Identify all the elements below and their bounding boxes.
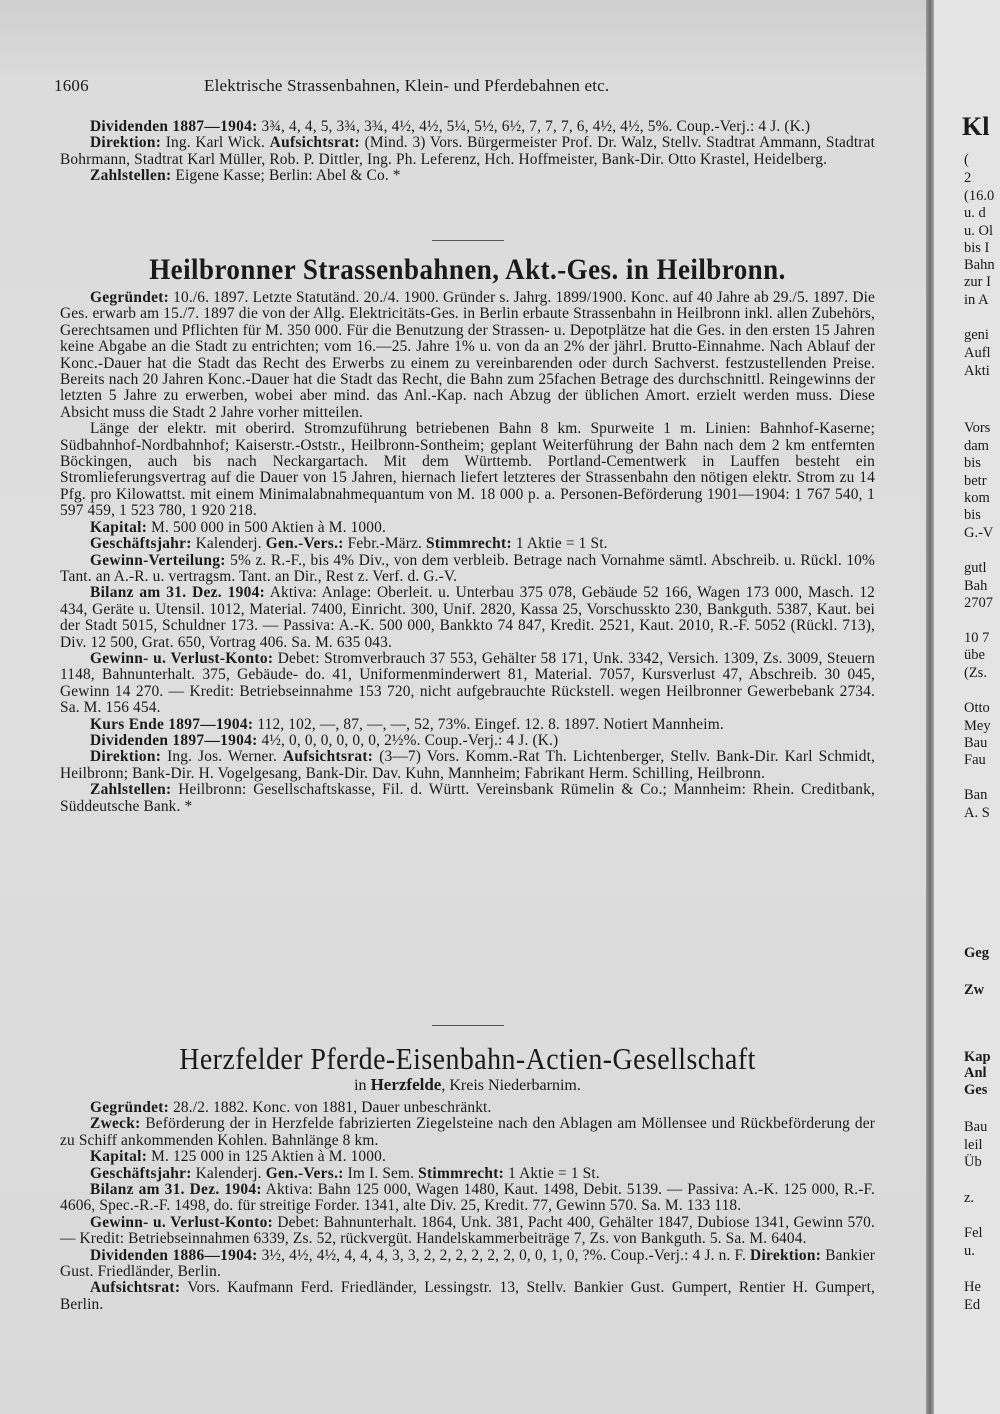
facing-page-fragment: bis: [964, 455, 981, 471]
facing-page-fragment: u.: [964, 1243, 975, 1259]
field-text: Vors. Kaufmann Ferd. Friedländer, Lessingstr. 13, Stellv. Bankier Gust. Gumpert, Rentier H. Gumpert, Berlin.: [60, 1279, 875, 1313]
running-head-title: Elektrische Strassenbahnen, Klein- und Pferdebahnen etc.: [204, 76, 610, 95]
section-title-herzfelde: Herzfelder Pferde-Eisenbahn-Actien-Gesellschaft: [179, 1041, 756, 1076]
field-label: Direktion:: [90, 134, 162, 152]
field-text: Länge der elektr. mit oberird. Stromzuführung betriebenen Bahn 8 km. Spurweite 1 m. Linien: Bahnhof-Kaserne; Südbahnhof-Nordbahnhof; Kaiserstr.-Oststr., Heilbronn-Sontheim; geplant Weiterführung der Bahn nach dem 2 km entfernten Böckingen, auch bis nach Neckargartach. Mit dem Württemb. Portland-Cementwerk in Lauffen besteht ein Stromlieferungsvertrag auf die Dauer von 15 Jahren, hiernach liefert letzteres der Strassenbahn den nötigen elektr. Strom zu 14 Pfg. pro Kilowattst. mit einem Minimalabnahmequantum von M. 18 000 p. a. Personen-Beförderung 1901—1904: 1 767 540, 1 597 459, 1 523 780, 1 920 218.: [60, 420, 875, 520]
field-label: Gen.-Vers.:: [265, 535, 344, 553]
paragraph: [60, 651, 875, 717]
field-text: Debet: Bahnunterhalt. 1864, Unk. 381, Pacht 400, Gehälter 1847, Dubiose 1341, Gewinn 570. — Kredit: Betriebseinnahmen 6339, Zs. 52, rückvergüt. Handelskammerbeiträge 7, Zs. von Bankguth. 5. Sa. M. 6404.: [60, 1213, 875, 1248]
facing-page-fragment: Vors: [964, 420, 991, 436]
facing-page-fragment: 10 7: [964, 630, 990, 646]
field-label: Zweck:: [90, 1115, 141, 1133]
facing-page-fragment: Ges: [964, 1082, 988, 1098]
facing-page-fragment: G.-V: [964, 525, 994, 541]
field-text: Ing. Jos. Werner.: [161, 748, 283, 766]
field-text: M. 125 000 in 125 Aktien à M. 1000.: [147, 1148, 386, 1166]
facing-page-fragment: He: [964, 1279, 981, 1295]
facing-page-fragment: Fel: [964, 1225, 983, 1241]
field-text: (Mind. 3) Vors. Bürgermeister Prof. Dr. Walz, Stellv. Stadtrat Ammann, Stadtrat Bohrmann, Stadtrat Karl Müller, Rob. P. Dittler, Ing. Ph. Leferenz, Hch. Hoffmeister, Bank-Dir. Otto Krastel, Heidelberg.: [60, 134, 875, 168]
field-text: Kalenderj.: [191, 1164, 266, 1182]
field-text: 1 Aktie = 1 St.: [504, 1164, 600, 1182]
field-label: Stimmrecht:: [425, 535, 512, 553]
field-text: Eigene Kasse; Berlin: Abel & Co. *: [171, 167, 401, 185]
paragraph: [60, 536, 875, 552]
paragraph: [60, 749, 875, 782]
field-label: Aufsichtsrat:: [269, 134, 360, 152]
facing-page-fragment: (: [964, 152, 969, 168]
paragraph: [60, 119, 875, 135]
facing-page-fragment: zur I: [964, 274, 991, 290]
paragraph: [60, 1149, 875, 1165]
facing-page-fragment: Bau: [964, 1119, 988, 1135]
field-text: Aktiva: Anlage: Oberleit. u. Unterbau 375 078, Gebäude 52 166, Wagen 173 000, Masch. 12 434, Geräte u. Utensil. 1012, Material. 7400, Einricht. 300, Unif. 2820, Kassa 25, Vorschusskto 230, Bankguth. 5387, Kaut. bei der Stadt 5015, Schuldner 173. — Passiva: A.-K. 500 000, Bankkto 74 847, Kredit. 2521, Kaut. 2010, R.-F. 5052 (Rückl. 713), Div. 12 500, Grat. 650, Vortrag 406. Sa. M. 635 043.: [60, 584, 876, 651]
field-label: Kurs Ende 1897—1904:: [90, 715, 254, 733]
field-text: 10./6. 1897. Letzte Statutänd. 20./4. 1900. Gründer s. Jahrg. 1899/1900. Konc. auf 40 Jahre ab 29./5. 1897. Die Ges. erwarb am 15./7. 1897 die von der Allg. Elektricitäts-Ges. in Berlin erbaute Strassenbahn in Heilbronn inkl. allen Zubehörs, Gerechtsamen und Pflichten für M. 350 000. Für die Benutzung der Strassen- u. Depotplätze hat die Ges. in den ersten 15 Jahren keine Abgabe an die Stadt zu entrichten; vom 16.—25. Jahre 1% u. von da an 2% der jährl. Brutto-Einnahme. Nach Ablauf der Konc.-Dauer hat die Stadt das Recht des Erwerbs zu einem zu vereinbarenden oder durch Sachverst. festzustellenden Preise. Bereits nach 20 Jahren Konc.-Dauer hat die Stadt das Recht, die Bahn zum 25fachen Betrage des durchschnittl. Reingewinns der letzten 5 Jahre zu erwerben, wobei aber mind. das Anl.-Kap. nach Abzug der üblichen Amort. erzielt werden muss. Diese Absicht muss die Stadt 2 Jahre vorher mitteilen.: [60, 289, 875, 421]
paragraph: [60, 1248, 875, 1281]
page-number: 1606: [54, 76, 89, 95]
field-label: Dividenden 1886—1904:: [90, 1246, 258, 1264]
facing-page-fragment: 2: [964, 170, 972, 186]
paragraph: [60, 1166, 875, 1182]
field-text: Im I. Sem.: [343, 1164, 419, 1182]
field-label: Gen.-Vers.:: [265, 1164, 344, 1182]
field-text: 5% z. R.-F., bis 4% Div., von dem verbleib. Betrage nach Vornahme sämtl. Abschreib. u. Rückl. 10% Tant. an A.-R. u. vertragsm. Tant. an Dir., Rest z. Verf. d. G.-V.: [60, 551, 875, 585]
paragraph: [60, 1182, 875, 1215]
facing-page-fragment: (Zs.: [964, 665, 987, 681]
section-divider: [432, 1025, 504, 1026]
field-text: Aktiva: Bahn 125 000, Wagen 1480, Kaut. 1498, Debit. 5139. — Passiva: A.-K. 125 000, R.-F. 4606, Spec.-R.-F. 1498, do. für streitige Forder. 1341, alte Div. 25, Kredit. 77, Gewinn 570. Sa. M. 133 118.: [60, 1181, 876, 1215]
field-label: Aufsichtsrat:: [282, 748, 374, 766]
facing-page-fragment: Ban: [964, 787, 988, 803]
facing-page-fragment: Bah: [964, 578, 988, 594]
field-text: 4½, 0, 0, 0, 0, 0, 0, 2½%. Coup.-Verj.: 4 J. (K.): [257, 731, 559, 749]
facing-page-fragment: u. Ol: [964, 223, 993, 239]
facing-page-fragment: gutl: [964, 560, 987, 576]
field-label: Kapital:: [90, 1148, 148, 1166]
field-text: 1 Aktie = 1 St.: [511, 535, 608, 553]
paragraph: [60, 421, 875, 519]
facing-page-fragment: Otto: [964, 700, 990, 716]
paragraph: [60, 1116, 875, 1149]
field-label: Gewinn- u. Verlust-Konto:: [90, 649, 274, 667]
paragraph: [60, 135, 875, 168]
paragraph: [60, 1100, 875, 1116]
field-text: Febr.-März.: [343, 535, 426, 553]
field-label: Aufsichtsrat:: [90, 1279, 181, 1297]
facing-page-fragment: geni: [964, 327, 989, 343]
field-label: Geschäftsjahr:: [90, 1164, 192, 1182]
paragraph: [60, 782, 875, 815]
facing-page-fragment: z.: [964, 1190, 975, 1206]
subtitle-rest: , Kreis Niederbarnim.: [441, 1077, 581, 1094]
paragraph: [60, 553, 875, 586]
field-label: Zahlstellen:: [90, 167, 172, 185]
field-label: Kapital:: [90, 518, 148, 536]
field-label: Zahlstellen:: [90, 781, 172, 799]
field-label: Gewinn-Verteilung:: [90, 551, 226, 569]
field-text: Beförderung der in Herzfelde fabrizierten Ziegelsteine nach den Ablagen am Möllensee und Rückbeförderung der zu Schiff ankommenden Kohlen. Bahnlänge 8 km.: [60, 1115, 875, 1149]
section-herzfelde: [60, 1100, 875, 1313]
section-divider: [432, 240, 504, 241]
field-text: Ing. Karl Wick.: [161, 134, 270, 152]
paragraph: [60, 733, 875, 749]
facing-page-fragment: dam: [964, 438, 989, 454]
facing-page-fragment: bis I: [964, 240, 990, 256]
facing-page-fragment: Bahn: [964, 257, 995, 273]
field-label: Bilanz am 31. Dez. 1904:: [90, 584, 266, 602]
subtitle-place: Herzfelde: [370, 1075, 442, 1094]
facing-page-edge: [934, 0, 1000, 1414]
paragraph: [60, 1280, 875, 1313]
facing-page-fragment: Fau: [964, 752, 986, 768]
facing-page-fragment: betr: [964, 473, 987, 489]
paragraph: [60, 1215, 875, 1248]
subtitle-prefix: in: [354, 1077, 371, 1094]
facing-page-fragment: in A: [964, 292, 989, 308]
field-text: (3—7) Vors. Komm.-Rat Th. Lichtenberger, Stellv. Bank-Dir. Karl Schmidt, Heilbronn; Bank-Dir. H. Vogelgesang, Bank-Dir. Dav. Kuhn, Mannheim; Fabrikant Herm. Schilling, Heilbronn.: [60, 748, 875, 782]
paragraph: [60, 520, 875, 536]
section-subtitle-herzfelde: [60, 1075, 875, 1095]
field-text: 3¾, 4, 4, 5, 3¾, 3¾, 4½, 4½, 5¼, 5½, 6½, 7, 7, 7, 6, 4½, 4½, 5%. Coup.-Verj.: 4 J. (K.): [257, 118, 811, 135]
facing-page-fragment: Zw: [964, 982, 985, 998]
facing-page-fragment: Aufl: [964, 345, 991, 361]
facing-page-fragment: bis: [964, 507, 981, 523]
field-label: Dividenden 1887—1904:: [90, 118, 258, 135]
field-label: Geschäftsjahr:: [90, 535, 192, 553]
facing-page-fragment: Geg: [964, 945, 989, 961]
facing-page-fragment: Ed: [964, 1297, 981, 1313]
facing-page-fragment: 2707: [964, 595, 993, 611]
field-text: Bankier Gust. Friedländer, Berlin.: [60, 1246, 875, 1281]
paragraph: [60, 717, 875, 733]
field-text: M. 500 000 in 500 Aktien à M. 1000.: [147, 518, 386, 536]
facing-page-fragment: u. d: [964, 205, 986, 221]
field-label: Stimmrecht:: [418, 1164, 505, 1182]
facing-page-fragment: leil: [964, 1137, 983, 1153]
field-label: Bilanz am 31. Dez. 1904:: [90, 1181, 262, 1199]
section-wick-continuation: [60, 119, 875, 185]
section-heilbronn: [60, 290, 875, 815]
field-label: Direktion:: [90, 748, 162, 766]
facing-page-fragment: Akti: [964, 363, 990, 379]
facing-page-fragment: Anl: [964, 1065, 987, 1081]
facing-page-fragment: Bau: [964, 735, 988, 751]
field-text: 112, 102, —, 87, —, —, 52, 73%. Eingef. 12. 8. 1897. Notiert Mannheim.: [253, 715, 724, 733]
section-title-heilbronn: Heilbronner Strassenbahnen, Akt.-Ges. in Heilbronn.: [149, 253, 786, 286]
paragraph: [60, 168, 875, 184]
facing-page-fragment: Kap: [964, 1049, 991, 1065]
field-text: Kalenderj.: [191, 535, 266, 553]
field-text: Debet: Stromverbrauch 37 553, Gehälter 58 171, Unk. 3342, Versich. 1309, Zs. 3009, Steuern 1148, Bahnunterhalt. 375, Gebäude- do. 41, Uniformenminderwert 81, Material. 7057, Kursverlust 47, Abschreib. 30 045, Gewinn 14 270. — Kredit: Betriebseinnahme 153 720, nicht aufgebrauchte Rückstell. wegen Heilbronner Gewerbebank 2734. Sa. M. 156 454.: [60, 649, 875, 717]
field-label: Gegründet:: [90, 1099, 170, 1116]
facing-page-fragment: A. S: [964, 805, 990, 821]
field-text: 3½, 4½, 4½, 4, 4, 4, 3, 3, 2, 2, 2, 2, 2, 2, 0, 0, 1, 0, ?%. Coup.-Verj.: 4 J. n. F.: [257, 1246, 751, 1264]
facing-page-fragment: übe: [964, 647, 985, 663]
field-label: Dividenden 1897—1904:: [90, 731, 258, 749]
facing-page-fragment: Üb: [964, 1154, 982, 1170]
field-text: Heilbronn: Gesellschaftskasse, Fil. d. Württ. Vereinsbank Rümelin & Co.; Mannheim: Rhein. Creditbank, Süddeutsche Bank. *: [60, 781, 875, 815]
facing-page-fragment: (16.0: [964, 188, 995, 204]
paragraph: [60, 290, 875, 421]
field-label: Gegründet:: [90, 289, 170, 306]
field-label: Direktion:: [750, 1246, 822, 1264]
paragraph: [60, 585, 875, 651]
field-label: Gewinn- u. Verlust-Konto:: [90, 1213, 274, 1231]
field-text: 28./2. 1882. Konc. von 1881, Dauer unbeschränkt.: [169, 1099, 492, 1116]
facing-page-fragment: Kl: [962, 112, 990, 141]
facing-page-fragment: kom: [964, 490, 990, 506]
book-spine: [926, 0, 934, 1414]
facing-page-fragment: Mey: [964, 718, 991, 734]
